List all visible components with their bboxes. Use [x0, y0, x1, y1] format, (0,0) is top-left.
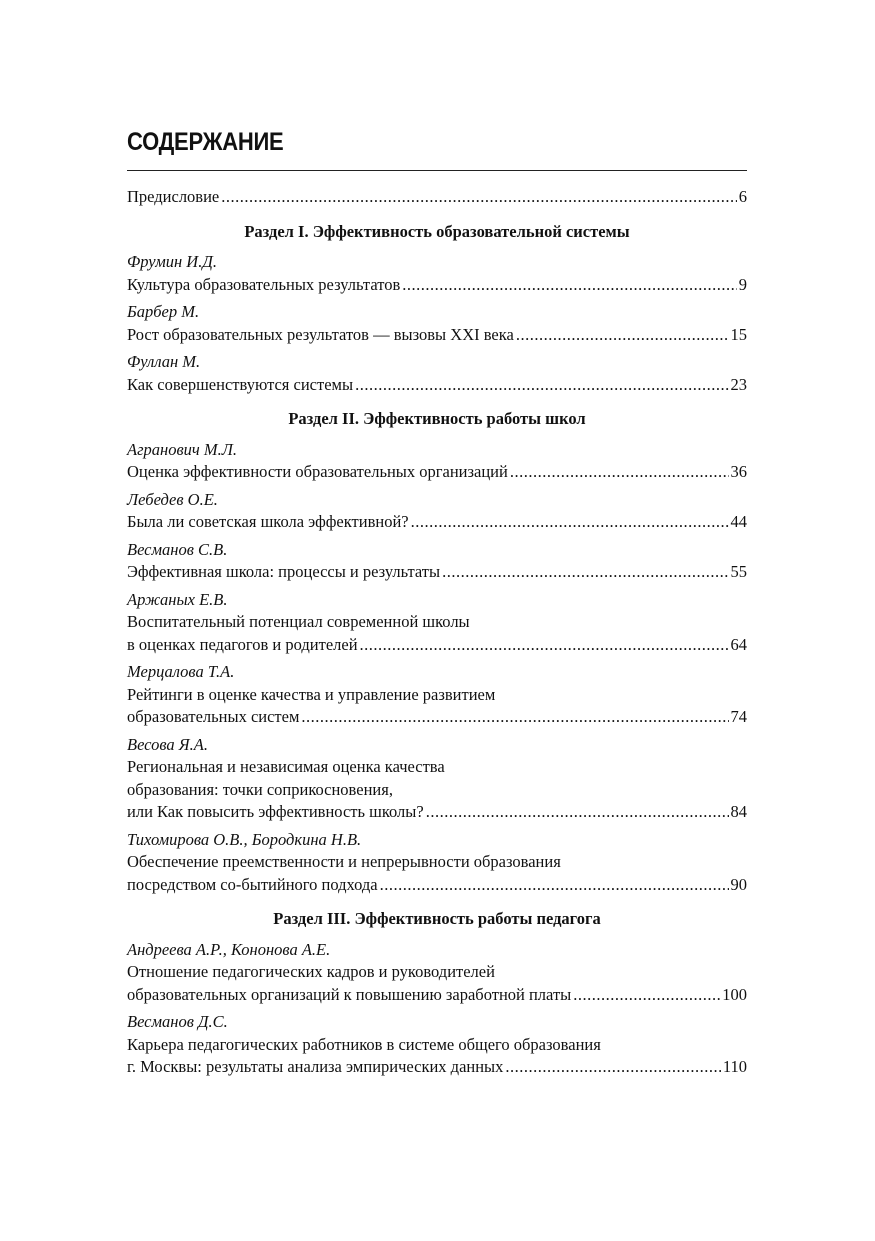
dot-leader	[355, 374, 728, 397]
page-number: 110	[722, 1057, 747, 1076]
page-number: 55	[730, 562, 747, 581]
toc-line	[127, 561, 747, 584]
toc-line	[127, 706, 747, 729]
toc-entry[interactable]	[127, 661, 747, 729]
toc-entry[interactable]	[127, 829, 747, 897]
page-title: СОДЕРЖАНИЕ	[127, 128, 284, 156]
page-number: 84	[730, 802, 747, 821]
entry-title-line: образовательных организаций к повышению заработной платы	[127, 984, 572, 1004]
page-number: 74	[730, 707, 747, 726]
page-number: 64	[730, 634, 747, 654]
entry-author: Весманов Д.С.	[127, 1012, 228, 1031]
dot-leader	[301, 706, 728, 729]
toc-line	[127, 324, 747, 347]
section-heading: Раздел III. Эффективность работы педагога	[273, 909, 601, 928]
entry-title-line: образовательных систем	[127, 707, 300, 726]
toc-sections	[127, 221, 747, 1079]
page-number: 23	[730, 374, 747, 394]
entry-title-line: Региональная и независимая оценка качества	[127, 757, 445, 776]
dot-leader	[573, 984, 720, 1007]
entry-author: Мерцалова Т.А.	[127, 662, 235, 681]
entry-title: Предисловие	[127, 187, 220, 206]
toc-entry[interactable]	[127, 251, 747, 296]
entry-author: Барбер М.	[127, 302, 200, 321]
section-heading: Раздел I. Эффективность образовательной системы	[244, 221, 630, 241]
toc-line	[127, 874, 747, 897]
entry-title-line: Оценка эффективности образовательных организаций	[127, 462, 508, 481]
dot-leader	[402, 274, 737, 297]
entry-title-line: в оценках педагогов и родителей	[127, 634, 358, 654]
toc-entry[interactable]	[127, 351, 747, 396]
entry-author: Андреева А.Р., Кононова А.Е.	[127, 939, 331, 959]
dot-leader	[505, 1056, 720, 1079]
toc-line	[127, 511, 747, 534]
toc-entry[interactable]	[127, 589, 747, 657]
entry-title-line: г. Москвы: результаты анализа эмпирических данных	[127, 1057, 504, 1076]
page-number: 44	[730, 512, 747, 531]
toc-line	[127, 1056, 747, 1079]
entry-title-line: Рост образовательных результатов — вызовы XXI века	[127, 324, 514, 344]
toc-line	[127, 984, 747, 1007]
dot-leader	[516, 324, 729, 347]
entry-title-line: или Как повысить эффективность школы?	[127, 802, 424, 821]
entry-title-line: Рейтинги в оценке качества и управление развитием	[127, 684, 496, 704]
page-number: 90	[730, 874, 747, 894]
toc-line	[127, 186, 747, 209]
entry-author: Весманов С.В.	[127, 539, 228, 559]
entry-title-line: Была ли советская школа эффективной?	[127, 512, 409, 531]
table-of-contents	[127, 186, 747, 1084]
toc-entry[interactable]	[127, 1011, 747, 1079]
entry-title-line: Карьера педагогических работников в системе общего образования	[127, 1034, 601, 1054]
entry-author: Фрумин И.Д.	[127, 252, 217, 271]
toc-line	[127, 461, 747, 484]
section-heading: Раздел II. Эффективность работы школ	[288, 409, 586, 428]
page-number: 100	[722, 984, 747, 1004]
entry-title-line: Отношение педагогических кадров и руководителей	[127, 962, 495, 981]
entry-author: Весова Я.А.	[127, 734, 208, 754]
toc-line	[127, 801, 747, 824]
dot-leader	[221, 186, 737, 209]
toc-line	[127, 634, 747, 657]
dot-leader	[510, 461, 729, 484]
title-divider	[127, 170, 747, 171]
toc-entry-preface[interactable]	[127, 186, 747, 209]
toc-line	[127, 274, 747, 297]
page-number: 9	[738, 274, 747, 294]
entry-title-line: Эффективная школа: процессы и результаты	[127, 562, 441, 581]
entry-author: Тихомирова О.В., Бородкина Н.В.	[127, 829, 362, 849]
entry-title-line: Воспитательный потенциал современной школы	[127, 612, 470, 631]
entry-title-line: посредством со-бытийного подхода	[127, 874, 378, 894]
toc-entry[interactable]	[127, 939, 747, 1007]
toc-entry[interactable]	[127, 439, 747, 484]
entry-title-line: Как совершенствуются системы	[127, 374, 354, 394]
toc-entry[interactable]	[127, 489, 747, 534]
entry-title-line: Культура образовательных результатов	[127, 274, 401, 294]
dot-leader	[426, 801, 729, 824]
toc-entry[interactable]	[127, 301, 747, 346]
toc-entry[interactable]	[127, 734, 747, 824]
entry-author: Аржаных Е.В.	[127, 589, 228, 609]
toc-entry[interactable]	[127, 539, 747, 584]
dot-leader	[442, 561, 728, 584]
entry-author: Фуллан М.	[127, 352, 201, 371]
entry-author: Агранович М.Л.	[127, 439, 238, 459]
entry-title-line: Обеспечение преемственности и непрерывности образования	[127, 852, 561, 871]
dot-leader	[411, 511, 729, 534]
entry-title-line: образования: точки соприкосновения,	[127, 779, 393, 799]
page-number: 15	[730, 324, 747, 344]
dot-leader	[380, 874, 729, 897]
entry-author: Лебедев О.Е.	[127, 489, 218, 509]
dot-leader	[360, 634, 729, 657]
page-number: 36	[730, 462, 747, 481]
page-number: 6	[738, 187, 747, 206]
toc-line	[127, 374, 747, 397]
